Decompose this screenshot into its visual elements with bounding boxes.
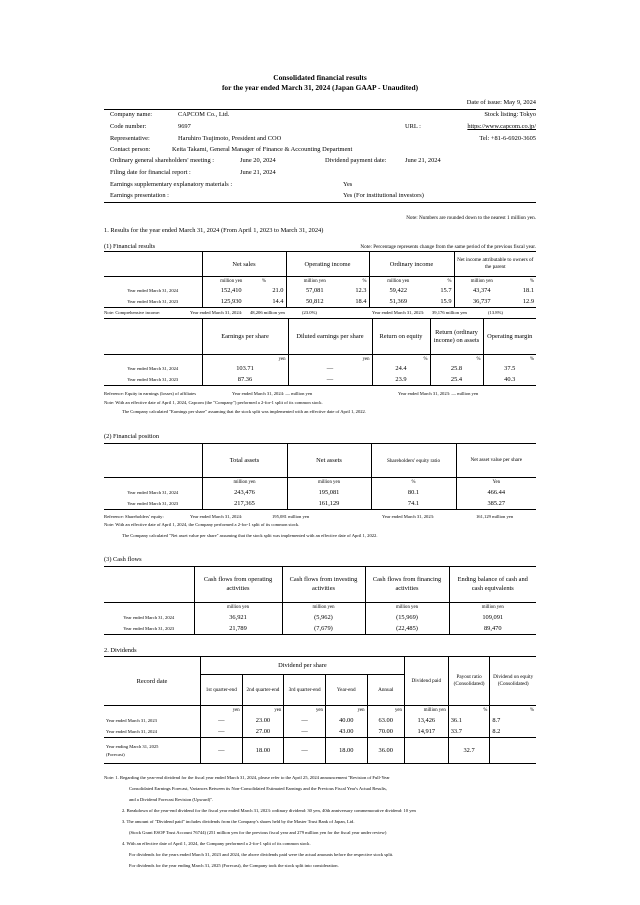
cell: 74.1	[371, 498, 456, 510]
fin-results-title: (1) Financial results	[104, 243, 156, 250]
hdr-operating-cf: Cash flows from operating activities	[194, 567, 282, 603]
hdr-ordinary-income: Ordinary income	[369, 252, 454, 277]
header-rule-bottom	[104, 202, 536, 203]
cell: 43,374	[454, 286, 509, 296]
unit: Yen	[456, 478, 536, 487]
hdr-roa: Return (ordinary income) on assets	[430, 319, 483, 355]
cell: 12.9	[522, 297, 535, 305]
unit: million yen	[202, 478, 287, 487]
cell: 8.2	[490, 726, 536, 738]
hdr-q1: 1st quarter-end	[200, 675, 242, 706]
ref-equity-y24: Year ended March 31, 2024: — million yen	[232, 391, 313, 396]
hdr-nav-per-share: Net asset value per share	[456, 444, 536, 478]
filing-date: June 21, 2024	[240, 169, 276, 176]
cell: —	[288, 364, 372, 374]
rep-label: Representative:	[110, 135, 150, 142]
table-row	[104, 726, 536, 738]
hdr-payout-ratio: Payout ratio (Consolidated)	[448, 657, 490, 706]
unit: million yen	[454, 277, 509, 286]
forecast-label: Year ending March 31, 2025	[106, 744, 159, 750]
unit: %	[262, 278, 266, 284]
cell: 33.7	[448, 726, 490, 738]
table-row	[104, 364, 536, 374]
table-row-forecast	[104, 738, 536, 764]
cell: 43.00	[325, 726, 367, 738]
cell: (7,679)	[282, 623, 365, 635]
fin-position-title: (2) Financial position	[104, 433, 160, 440]
ref-shareholders-y23: 161,129 million yen	[476, 514, 514, 519]
unit: %	[490, 706, 536, 716]
pres-label: Earnings presentation :	[110, 192, 169, 199]
cell: 36,737	[454, 296, 509, 308]
div-note-line: 3. The amount of "Dividend paid" includes dividends from the Company's shares held by the Master Trust Bank of Japan, Ltd.	[122, 819, 355, 824]
section1-title: 1. Results for the year ended March 31, 2024 (From April 1, 2023 to March 31, 2024)	[104, 227, 324, 234]
div-note-line: (Stock Grant ESOP Trust Account 76744) (251 million yen for the previous fiscal year and 279 million yen for the fiscal year under review)	[129, 830, 387, 835]
cell: —	[284, 726, 326, 738]
cell: 57,081	[286, 286, 343, 296]
cell: 195,081	[287, 487, 371, 498]
per-share-table	[104, 318, 536, 386]
div-note-line: 2. Breakdown of the year-end dividend for the fiscal year ended March 31, 2023: ordinary dividend: 30 yen, 40th anniversary commemorative dividend: 10 yen	[122, 808, 416, 813]
cell: 32.7	[448, 738, 490, 764]
cell: 12.3	[355, 287, 367, 294]
div-pay-date: June 21, 2024	[405, 157, 441, 164]
table-row	[104, 623, 536, 635]
div-note-line: Consolidated Earnings Forecast, Variances Between its Non-Consolidated Estimated Earnings and the Previous Fiscal Year's Actual Results,	[129, 786, 387, 791]
unit: million yen	[365, 603, 449, 612]
hdr-q2: 2nd quarter-end	[242, 675, 284, 706]
cell: 24.4	[372, 364, 430, 374]
row-label	[104, 738, 200, 764]
header-rule	[104, 109, 536, 110]
unit: million yen	[202, 277, 260, 286]
cell: (22,485)	[365, 623, 449, 635]
unit: %	[448, 706, 490, 716]
row-label: Year ended March 31, 2023	[127, 298, 179, 304]
cell: 80.1	[371, 487, 456, 498]
pres-value: Yes (For institutional investors)	[343, 192, 424, 199]
eps-note-1: Note: With an effective date of April 1, 2024, Capcom (the "Company") performed a 2-for-1 split of its common stock.	[104, 400, 323, 405]
cell: 27.00	[242, 726, 284, 738]
hdr-roe: Return on equity	[372, 319, 430, 355]
nav-note-2: The Company calculated "Net asset value per share" assuming that the stock split was implemented with an effective date of April 1, 2022.	[122, 533, 378, 538]
hdr-ending-cash: Ending balance of cash and cash equivalents	[449, 567, 536, 603]
hdr-record-date: Record date	[104, 657, 200, 706]
ref-shareholders-y24: 195,081 million yen	[272, 514, 310, 519]
cell: 50,812	[286, 296, 343, 308]
div-note-line: For dividends for the year ending March 31, 2025 (Forecast), the Company took the stock split into consideration.	[129, 863, 339, 868]
cell: 40.3	[483, 374, 536, 386]
fin-results-note: Note: Percentage represents change from the same period of the previous fiscal year.	[360, 244, 536, 250]
table-row	[104, 498, 536, 510]
ref-equity-y23: Year ended March 31, 2023: — million yen	[398, 391, 479, 396]
cell: 36.00	[367, 738, 404, 764]
agm-label: Ordinary general shareholders' meeting :	[110, 157, 215, 164]
hdr-operating-income: Operating income	[286, 252, 369, 277]
unit: %	[447, 278, 452, 284]
eps-note-2: The Company calculated "Earnings per share" assuming that the stock split was implemented with an effective date of April 1, 2022.	[122, 409, 367, 414]
cell: 217,365	[202, 498, 287, 510]
unit: yen	[288, 355, 372, 364]
agm-date: June 20, 2024	[240, 157, 276, 164]
unit: %	[362, 278, 367, 284]
unit: million yen	[369, 277, 427, 286]
table-row	[104, 716, 536, 726]
cell: 23.9	[372, 374, 430, 386]
cell: 59,422	[369, 286, 427, 296]
hdr-diluted-eps: Diluted earnings per share	[288, 319, 372, 355]
cell: 14.4	[272, 297, 284, 305]
row-label: Year ended March 31, 2023	[123, 625, 175, 631]
comp-income-y24-label: Year ended March 31, 2024:	[190, 310, 243, 315]
comp-income-y23-label: Year ended March 31, 2023:	[372, 310, 425, 315]
comp-income-y23: 39,176 million yen	[432, 310, 467, 315]
cell: 161,129	[287, 498, 371, 510]
cell: 109,091	[449, 612, 536, 623]
unit: yen	[284, 706, 326, 716]
forecast-tag: (Forecast)	[106, 751, 125, 757]
div-note-line: 4. With an effective date of April 1, 2024, the Company performed a 2-for-1 split of its common stock.	[122, 841, 311, 846]
company-name-label: Company name:	[110, 111, 153, 118]
fin-results-table	[104, 251, 536, 308]
cell: 8.7	[490, 716, 536, 726]
cell: 385.27	[456, 498, 536, 510]
cell: 18.4	[355, 297, 367, 305]
fin-position-table	[104, 443, 536, 510]
doc-title: Consolidated financial results	[273, 73, 367, 82]
hdr-equity-ratio: Shareholders' equity ratio	[371, 444, 456, 478]
unit: %	[371, 478, 456, 487]
hdr-dividend-per-share: Dividend per share	[200, 657, 404, 675]
unit: million yen	[286, 277, 343, 286]
cell: 89,470	[449, 623, 536, 635]
table-row	[104, 296, 536, 308]
cell: 40.00	[325, 716, 367, 726]
hdr-year-end: Year-end	[325, 675, 367, 706]
hdr-op-margin: Operating margin	[483, 319, 536, 355]
hdr-dividend-paid: Dividend paid	[404, 657, 448, 706]
ref-shareholders-y24-label: Year ended March 31, 2024:	[190, 514, 243, 519]
cell: 18.1	[522, 287, 535, 294]
table-row	[104, 374, 536, 386]
hdr-total-assets: Total assets	[202, 444, 287, 478]
cell: 63.00	[367, 716, 404, 726]
code-label: Code number:	[110, 123, 147, 130]
hdr-net-assets: Net assets	[287, 444, 371, 478]
cell: 466.44	[456, 487, 536, 498]
cell: 15.9	[440, 297, 452, 305]
tel: Tel: +81-6-6920-3605	[479, 135, 536, 142]
cell: 21,789	[194, 623, 282, 635]
cell: 15.7	[440, 287, 452, 294]
cell: 243,476	[202, 487, 287, 498]
hdr-annual: Annual	[367, 675, 404, 706]
code-number: 9697	[178, 123, 191, 130]
row-label: Year ended March 31, 2023	[127, 376, 179, 382]
cell: 152,410	[202, 286, 260, 296]
filing-label: Filing date for financial report :	[110, 169, 191, 176]
cell: 70.00	[367, 726, 404, 738]
cell	[490, 738, 536, 764]
cell: —	[200, 726, 242, 738]
unit: million yen	[287, 478, 371, 487]
cell: 103.71	[202, 364, 288, 374]
hdr-financing-cf: Cash flows from financing activities	[365, 567, 449, 603]
cell: 13,426	[404, 716, 448, 726]
cell: 18.00	[242, 738, 284, 764]
ref-equity-label: Reference: Equity in earnings (losses) of affiliates	[104, 391, 197, 396]
div-note-line: For dividends for the years ended March 31, 2023 and 2024, the above dividends paid were the actual amounts before the respective stock split.	[129, 852, 394, 857]
row-label: Year ended March 31, 2024	[127, 366, 179, 371]
row-label: Year ended March 31, 2023	[127, 500, 179, 506]
unit: million yen	[194, 603, 282, 612]
comp-income-y24-pct: (23.0%)	[302, 310, 317, 315]
table-row	[104, 286, 536, 296]
cash-flows-table	[104, 566, 536, 635]
hdr-net-income: Net income attributable to owners of the parent	[454, 252, 536, 277]
cell: —	[284, 716, 326, 726]
unit: %	[530, 278, 535, 284]
cash-flows-title: (3) Cash flows	[104, 556, 142, 563]
cell: (5,962)	[282, 612, 365, 623]
unit: %	[372, 355, 430, 364]
rounding-note: Note: Numbers are rounded down to the nearest 1 million yen.	[406, 215, 536, 221]
unit: yen	[202, 355, 288, 364]
ref-shareholders-y23-label: Year ended March 31, 2023:	[382, 514, 435, 519]
dividends-title: 2. Dividends	[104, 647, 137, 654]
cell: 14,917	[404, 726, 448, 738]
div-note-line: Note: 1. Regarding the year-end dividend for the fiscal year ended March 31, 2024, please refer to the April 25, 2024 announcement "Revision of Full-Year	[104, 775, 390, 780]
unit: yen	[325, 706, 367, 716]
cell: 37.5	[483, 364, 536, 374]
row-label: Year ended March 31, 2024	[127, 489, 179, 495]
cell: 23.00	[242, 716, 284, 726]
cell: 25.4	[430, 374, 483, 386]
unit: yen	[200, 706, 242, 716]
unit: million yen	[404, 706, 448, 716]
div-note-line: and a Dividend Forecast Revision (Upward)".	[129, 797, 214, 802]
cell	[404, 738, 448, 764]
unit: million yen	[282, 603, 365, 612]
ref-shareholders-label: Reference: Shareholders' equity:	[104, 514, 164, 519]
unit: %	[483, 355, 536, 364]
cell: —	[288, 374, 372, 386]
unit: yen	[367, 706, 404, 716]
hdr-net-sales: Net sales	[202, 252, 286, 277]
url-link[interactable]: https://www.capcom.co.jp/	[467, 123, 536, 130]
nav-note-1: Note: With an effective date of April 1, 2024, the Company performed a 2-for-1 split of its common stock.	[104, 522, 300, 527]
cell: 51,369	[369, 296, 427, 308]
company-name: CAPCOM Co., Ltd.	[178, 111, 230, 118]
dividends-table	[104, 656, 536, 764]
cell: (15,969)	[365, 612, 449, 623]
url-label: URL :	[405, 123, 421, 130]
row-label: Year ended March 31, 2024	[127, 288, 179, 293]
unit: million yen	[449, 603, 536, 612]
hdr-q3: 3rd quarter-end	[284, 675, 326, 706]
supp-value: Yes	[343, 181, 353, 188]
comp-income-y23-pct: (13.8%)	[488, 310, 503, 315]
contact-person: Keita Takami, General Manager of Finance & Accounting Department	[172, 146, 353, 153]
comp-income-label: Note: Comprehensive income:	[104, 310, 161, 315]
supp-label: Earnings supplementary explanatory materials :	[110, 181, 233, 188]
contact-label: Contact person:	[110, 146, 151, 153]
cell: —	[200, 738, 242, 764]
div-pay-label: Dividend payment date:	[325, 157, 387, 164]
row-label: Year ended March 31, 2023	[106, 718, 157, 723]
cell: —	[284, 738, 326, 764]
cell: 25.8	[430, 364, 483, 374]
cell: —	[200, 716, 242, 726]
cell: 18.00	[325, 738, 367, 764]
stock-listing: Stock listing: Tokyo	[484, 111, 536, 118]
unit: %	[430, 355, 483, 364]
table-row	[104, 612, 536, 623]
row-label: Year ended March 31, 2024	[106, 728, 157, 734]
representative: Haruhiro Tsujimoto, President and COO	[178, 135, 282, 142]
date-of-issue: Date of issue: May 9, 2024	[466, 99, 536, 106]
unit: yen	[242, 706, 284, 716]
cell: 87.36	[202, 374, 288, 386]
cell: 36,921	[194, 612, 282, 623]
hdr-doe: Dividend on equity (Consolidated)	[490, 657, 536, 706]
cell: 21.0	[272, 287, 284, 294]
hdr-investing-cf: Cash flows from investing activities	[282, 567, 365, 603]
cell: 125,930	[202, 296, 260, 308]
row-label: Year ended March 31, 2024	[123, 614, 175, 620]
hdr-eps: Earnings per share	[202, 319, 288, 355]
cell: 36.1	[448, 716, 490, 726]
table-row	[104, 487, 536, 498]
doc-subtitle: for the year ended March 31, 2024 (Japan GAAP - Unaudited)	[221, 83, 419, 92]
comp-income-y24: 48,206 million yen	[250, 310, 285, 315]
